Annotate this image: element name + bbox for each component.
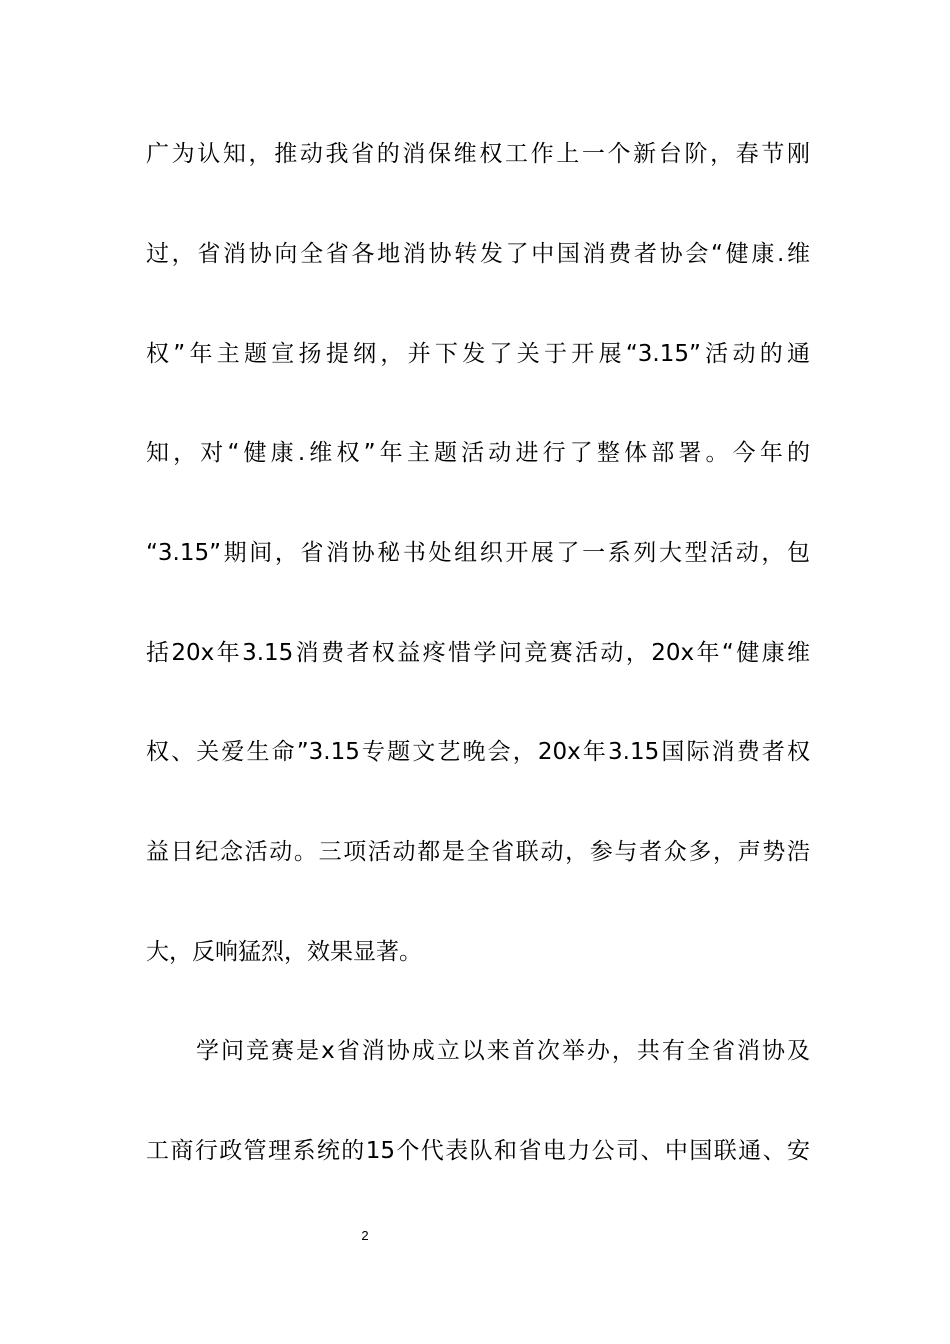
paragraph-line-4: 知，对“健康.维权”年主题活动进行了整体部署。今年的 [146, 440, 810, 466]
paragraph-line-9: 大，反响猛烈，效果显著。 [146, 939, 422, 965]
paragraph-line-7: 权、关爱生命”3.15专题文艺晚会，20x年3.15国际消费者权 [146, 739, 810, 765]
page-number: 2 [361, 1228, 369, 1243]
paragraph-line-3: 权”年主题宣扬提纲，并下发了关于开展“3.15”活动的通 [146, 341, 810, 367]
paragraph-line-2: 过，省消协向全省各地消协转发了中国消费者协会“健康.维 [146, 241, 810, 267]
paragraph-line-1: 广为认知，推动我省的消保维权工作上一个新台阶，春节刚 [146, 141, 810, 167]
paragraph-line-6: 括20x年3.15消费者权益疼惜学问竞赛活动，20x年“健康维 [146, 640, 810, 666]
paragraph-line-11: 工商行政管理系统的15个代表队和省电力公司、中国联通、安 [146, 1138, 810, 1164]
paragraph-line-8: 益日纪念活动。三项活动都是全省联动，参与者众多，声势浩 [146, 839, 810, 865]
paragraph-line-10: 学问竞赛是x省消协成立以来首次举办，共有全省消协及 [196, 1038, 810, 1064]
paragraph-line-5: “3.15”期间，省消协秘书处组织开展了一系列大型活动，包 [146, 540, 810, 566]
